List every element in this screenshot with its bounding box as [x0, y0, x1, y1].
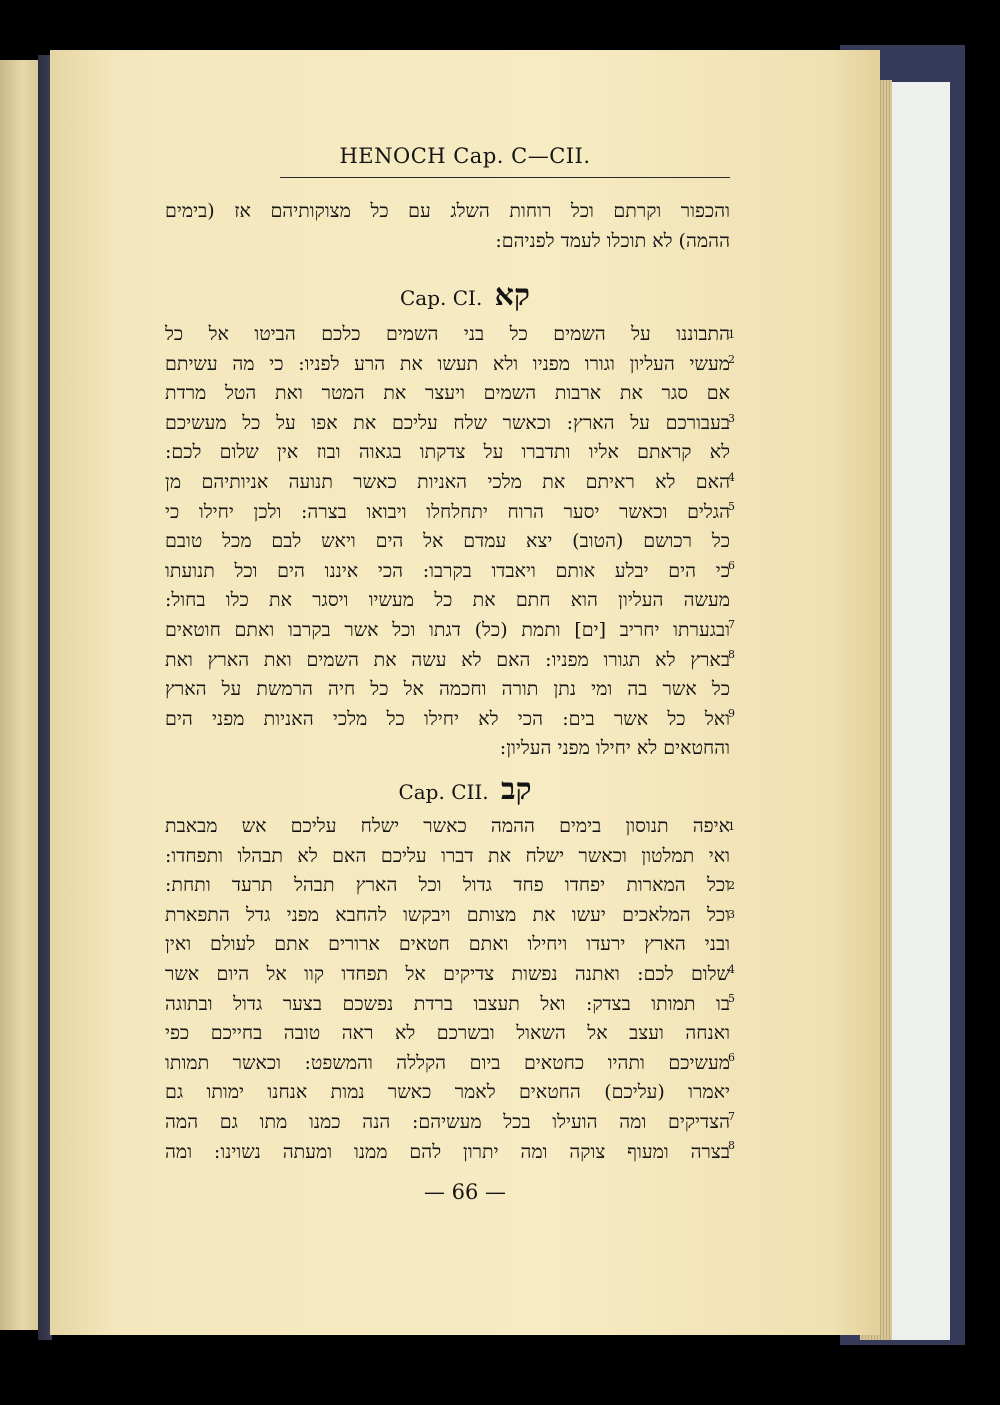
verse-number: 5 — [728, 992, 735, 1005]
verse-number: 9 — [728, 707, 735, 720]
text-line: הצדיקים ומה הועילו בכל מעשיהם: הנה כמנו מתו גם המה — [165, 1110, 730, 1133]
chapter-heading-101 — [50, 278, 880, 313]
verse-number: 6 — [728, 559, 735, 572]
verse-number: 8 — [728, 648, 735, 661]
book-page — [50, 50, 880, 1335]
chapter-101-text — [165, 320, 730, 764]
text-line: בעבורכם על הארץ: וכאשר שלח עליכם את אפו על כל מעשיכם — [165, 411, 730, 434]
text-line: ואנחה ועצב אל השאול ובשרכם לא ראה טובה בחייכם כפי — [165, 1022, 730, 1045]
endpaper — [892, 82, 950, 1340]
text-line: התבוננו על השמים כל בני השמים כלכם הביטו אל כל — [165, 323, 730, 345]
chapter-heading-102 — [50, 772, 880, 807]
verse-number: 2 — [728, 879, 735, 892]
chapter-title: Cap. CI. — [400, 286, 483, 310]
verse-number: 7 — [728, 618, 735, 631]
text-line: ואי תמלטון וכאשר ישלח את דברו עליכם האם לא תבהלו ותפחדו: — [165, 844, 730, 867]
text-line: איפה תנוסון בימים ההמה כאשר ישלח עליכם אש מבאבת — [165, 815, 730, 837]
text-line: מעשיכם ותהיו כחטאים ביום הקללה והמשפט: וכאשר תמותו — [165, 1051, 730, 1074]
verse-number: 3 — [728, 908, 735, 921]
running-head: HENOCH Cap. C—CII. — [339, 144, 591, 168]
text-line: מעשה העליון הוא חתם את כל מעשיו ויסגר את כלו בחול: — [165, 589, 730, 612]
text-line: בו תמותו בצדק: ואל תעצבו ברדת נפשכם בצער גדול ובתוגה — [165, 992, 730, 1015]
chapter-hebrew-title: קא — [494, 278, 530, 313]
text-line: כל אשר בה ומי נתן תורה וחכמה אל כל חיה הרמשת על הארץ — [165, 678, 730, 701]
chapter-hebrew-title: קב — [501, 772, 532, 807]
header-rule — [280, 177, 730, 178]
text-line: יאמרו (עליכם) החטאים לאמר כאשר נמות אנחנו ימותו גם — [165, 1081, 730, 1104]
text-line: ואל כל אשר בים: הכי לא יחילו כל מלכי האניות מפני הים — [165, 707, 730, 730]
text-line: ובגערתו יחריב [ים] ותמת (כל) דגתו וכל אשר בקרבו ואתם חוטאים — [165, 618, 730, 641]
text-line: מעשי העליון וגורו מפניו ולא תעשו את הרע לפניו: כי מה עשיתם — [165, 352, 730, 375]
text-line: הגלים וכאשר יסער הרוח יתחלחלו ויבואו בצרה: ולכן יחילו כי — [165, 500, 730, 523]
text-line: ובני הארץ ירעדו ויחילו ואתם חטאים ארורים אתם לעולם ואין — [165, 933, 730, 956]
text-line: וכל המלאכים יעשו את מצותם ויבקשו להחבא מפני גדל התפארת — [165, 903, 730, 926]
verse-number: 1 — [728, 820, 735, 833]
intro-paragraph — [165, 197, 730, 256]
verse-number: 7 — [728, 1110, 735, 1123]
chapter-title: Cap. CII. — [398, 780, 489, 804]
text-line: וכל המארות יפחדו פחד גדול וכל הארץ תבהל תרעד ותחת: — [165, 874, 730, 897]
verse-number: 1 — [728, 328, 735, 341]
text-line: והחטאים לא יחילו מפני העליון: — [499, 737, 730, 760]
chapter-102-text — [165, 812, 730, 1167]
verse-number: 6 — [728, 1051, 735, 1064]
left-page-edge — [0, 60, 40, 1330]
text-line: שלום לכם: ואתנה נפשות צדיקים אל תפחדו קוו אל היום אשר — [165, 962, 730, 985]
verse-number: 5 — [728, 500, 735, 513]
page-number: — 66 — — [423, 1180, 507, 1204]
text-line: כל רכושם (הטוב) יצא עמדם אל הים ויאש לבם מכל טובם — [165, 530, 730, 553]
text-line: אם סגר את ארבות השמים ויעצר את המטר ואת הטל מרדת — [165, 382, 730, 405]
verse-number: 8 — [728, 1139, 735, 1152]
text-line: לא קראתם אליו ותדברו על צדקתו בגאוה ובוז אין שלום לכם: — [165, 441, 730, 464]
text-line: בצרה ומעוף צוקה ומה יתרון להם ממנו ומעתה נשוינו: ומה — [165, 1140, 730, 1163]
verse-number: 2 — [728, 353, 735, 366]
text-line: בארץ לא תגורו מפניו: האם לא עשה את השמים ואת הארץ ואת — [165, 648, 730, 671]
text-line: האם לא ראיתם את מלכי האניות כאשר תנועה אניותיהם מן — [165, 470, 730, 493]
verse-number: 4 — [728, 963, 735, 976]
text-line: והכפור וקרתם וכל רוחות השלג עם כל מצוקותיהם אז (בימים — [165, 200, 730, 222]
verse-number: 3 — [728, 412, 735, 425]
text-line: כי הים יבלע אותם ויאבדו בקרבו: הכי איננו הים וכל תנועתו — [165, 559, 730, 582]
verse-number: 4 — [728, 471, 735, 484]
text-line: ההמה) לא תוכלו לעמד לפניהם: — [495, 229, 730, 252]
